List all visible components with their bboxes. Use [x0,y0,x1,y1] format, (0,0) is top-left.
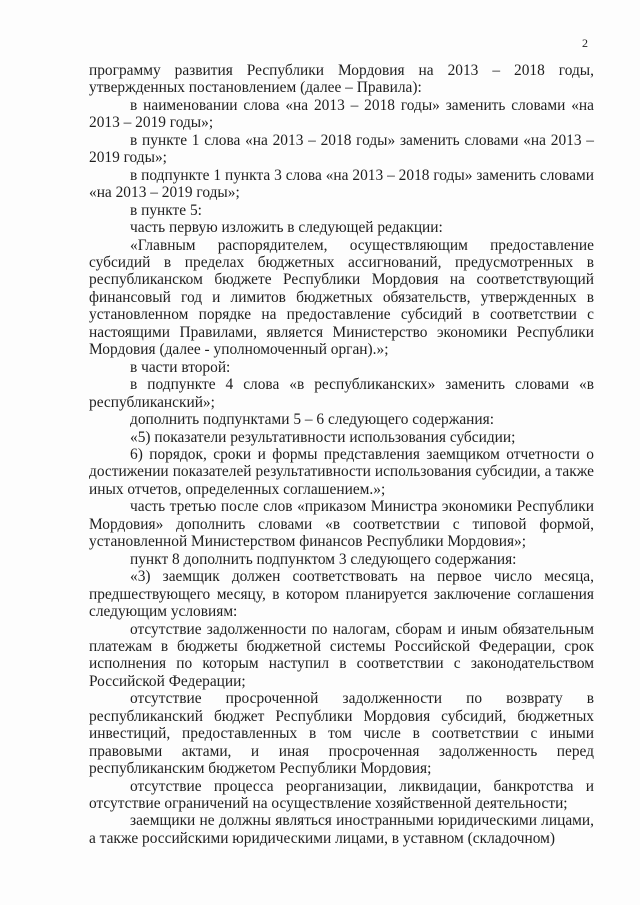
paragraph: часть третью после слов «приказом Министра экономики Республики Мордовия» дополнить словами «в соответствии с типовой формой, установленной Министерством финансов Республики Мордовия»; [89,498,594,551]
paragraph: в наименовании слова «на 2013 – 2018 годы» заменить словами «на 2013 – 2019 годы»; [89,96,594,132]
paragraph: в части второй: [130,358,231,376]
document-body [89,62,594,847]
paragraph: «Главным распорядителем, осуществляющим предоставление субсидий в пределах бюджетных ассигнований, предусмотренных в республиканском бюджете Республики Мордовия на соответствующий финансовый год и лимитов бюджетных обязательств, утвержденных в установленном порядке на предоставление субсидий в соответствии с настоящими Правилами, является Министерство экономики Республики Мордовия (далее - уполномоченный орган).»; [89,236,594,359]
paragraph: отсутствие задолженности по налогам, сборам и иным обязательным платежам в бюджеты бюджетной системы Российской Федерации, срок исполнения по которым наступил в соответствии с законодательством Российской Федерации; [89,620,594,690]
paragraph: 6) порядок, сроки и формы представления заемщиком отчетности о достижении показателей результативности использования субсидии, а также иных отчетов, определенных соглашением.»; [89,445,594,498]
paragraph: часть первую изложить в следующей редакции: [130,219,443,237]
paragraph: отсутствие процесса реорганизации, ликвидации, банкротства и отсутствие ограничений на осуществление хозяйственной деятельности; [89,777,594,813]
paragraph: пункт 8 дополнить подпунктом 3 следующего содержания: [130,550,517,568]
paragraph: отсутствие просроченной задолженности по возврату в республиканский бюджет Республики Мордовия субсидий, бюджетных инвестиций, предоставленных в том числе в соответствии с иными правовыми актами, и иная просроченная задолженность перед республиканским бюджетом Республики Мордовия; [89,690,594,778]
paragraph: «5) показатели результативности использования субсидии; [130,428,516,446]
paragraph: в пункте 1 слова «на 2013 – 2018 годы» заменить словами «на 2013 – 2019 годы»; [89,131,594,167]
paragraph: «3) заемщик должен соответствовать на первое число месяца, предшествующего месяцу, в котором планируется заключение соглашения следующим условиям: [89,568,594,621]
paragraph: дополнить подпунктами 5 – 6 следующего содержания: [130,411,495,429]
paragraph: в пункте 5: [130,201,202,219]
paragraph: заемщики не должны являться иностранными юридическими лицами, а также российскими юридическими лицами, в уставном (складочном) [89,812,594,847]
paragraph: в подпункте 1 пункта 3 слова «на 2013 – 2018 годы» заменить словами «на 2013 – 2019 годы»; [89,166,594,202]
paragraph: программу развития Республики Мордовия на 2013 – 2018 годы, утвержденных постановлением (далее – Правила): [89,62,594,97]
page-number: 2 [582,36,588,50]
paragraph: в подпункте 4 слова «в республиканских» заменить словами «в республиканский»; [89,376,594,411]
